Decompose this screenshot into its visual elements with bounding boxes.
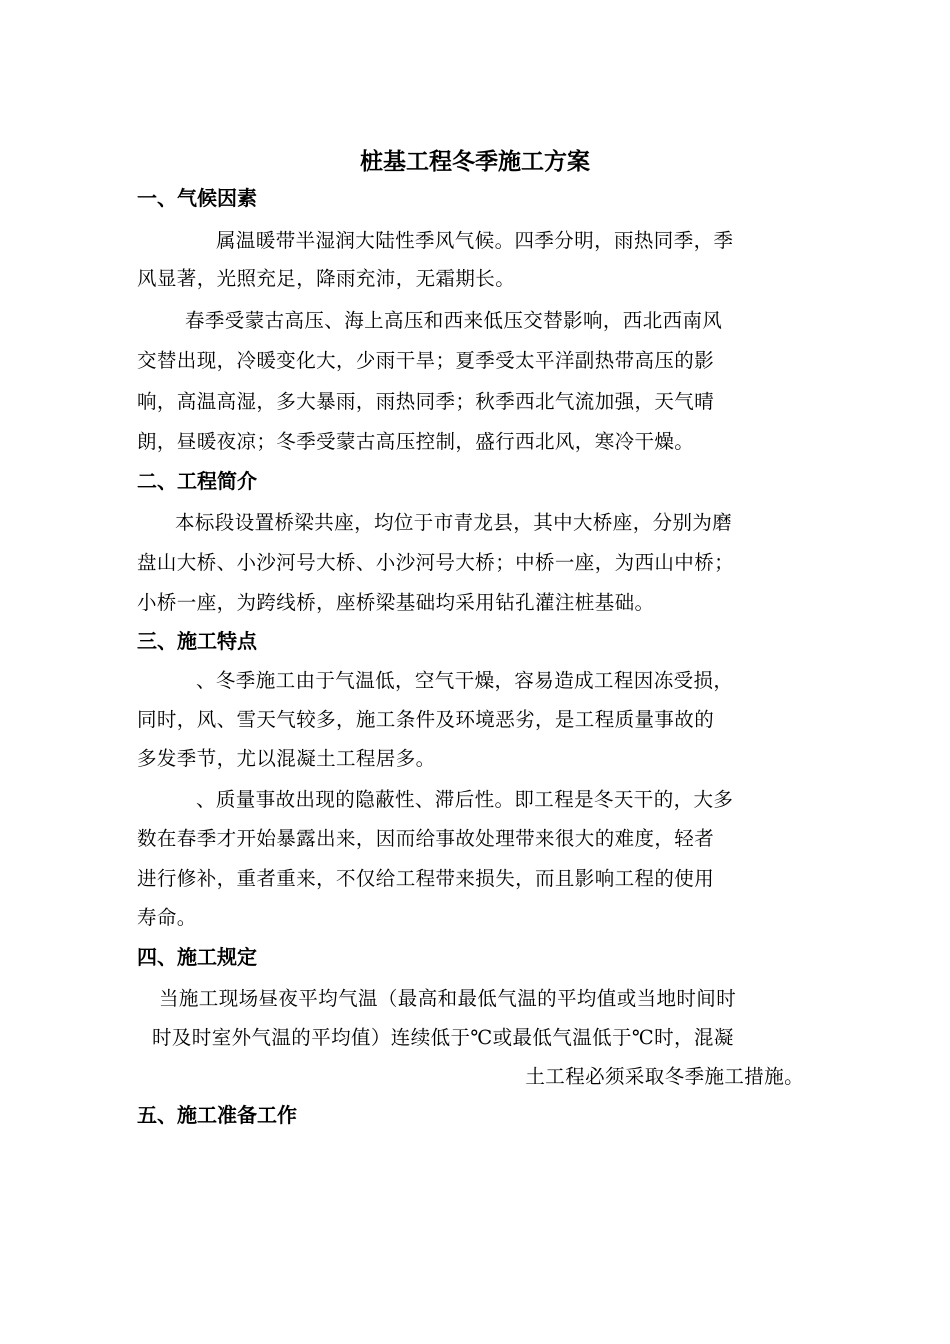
- paragraph-line: 土工程必须采取冬季施工措施。: [525, 1065, 804, 1088]
- paragraph-line: 属温暖带半湿润大陆性季风气候。四季分明，雨热同季，季: [216, 229, 734, 252]
- paragraph-line: 时及时室外气温的平均值）连续低于℃或最低气温低于℃时，混凝: [152, 1026, 734, 1049]
- paragraph-line: 朗，昼暖夜凉；冬季受蒙古高压控制，盛行西北风，寒冷干燥。: [137, 430, 695, 453]
- paragraph-line: 交替出现，冷暖变化大，少雨干旱；夏季受太平洋副热带高压的影: [137, 349, 715, 372]
- paragraph-line: 当施工现场昼夜平均气温（最高和最低气温的平均值或当地时间时: [159, 987, 737, 1010]
- paragraph-line: 小桥一座，为跨线桥，座桥梁基础均采用钻孔灌注桩基础。: [137, 591, 655, 614]
- section-heading-preparation: 五、施工准备工作: [137, 1103, 297, 1127]
- paragraph-line: 多发季节，尤以混凝土工程居多。: [137, 747, 436, 770]
- paragraph-line: 同时，风、雪天气较多，施工条件及环境恶劣，是工程质量事故的: [137, 708, 715, 731]
- paragraph-line: 风显著，光照充足，降雨充沛，无霜期长。: [137, 267, 516, 290]
- section-heading-climate: 一、气候因素: [137, 186, 257, 210]
- paragraph-line: 本标段设置桥梁共座，均位于市青龙县，其中大桥座，分别为磨: [175, 511, 733, 534]
- section-heading-project-overview: 二、工程简介: [137, 469, 257, 493]
- paragraph-line: 春季受蒙古高压、海上高压和西来低压交替影响，西北西南风: [185, 309, 723, 332]
- paragraph-line: 盘山大桥、小沙河号大桥、小沙河号大桥；中桥一座，为西山中桥；: [137, 551, 735, 574]
- paragraph-line: 、冬季施工由于气温低，空气干燥，容易造成工程因冻受损，: [196, 669, 734, 692]
- document-title: 桩基工程冬季施工方案: [360, 149, 590, 175]
- paragraph-line: 、质量事故出现的隐蔽性、滞后性。即工程是冬天干的，大多: [196, 788, 734, 811]
- paragraph-line: 响，高温高湿，多大暴雨，雨热同季；秋季西北气流加强，天气晴: [137, 390, 715, 413]
- section-heading-construction-features: 三、施工特点: [137, 629, 257, 653]
- paragraph-line: 数在春季才开始暴露出来，因而给事故处理带来很大的难度，轻者: [137, 827, 715, 850]
- paragraph-line: 进行修补，重者重来，不仅给工程带来损失，而且影响工程的使用: [137, 867, 715, 890]
- paragraph-line: 寿命。: [137, 906, 197, 929]
- section-heading-construction-rules: 四、施工规定: [137, 945, 257, 969]
